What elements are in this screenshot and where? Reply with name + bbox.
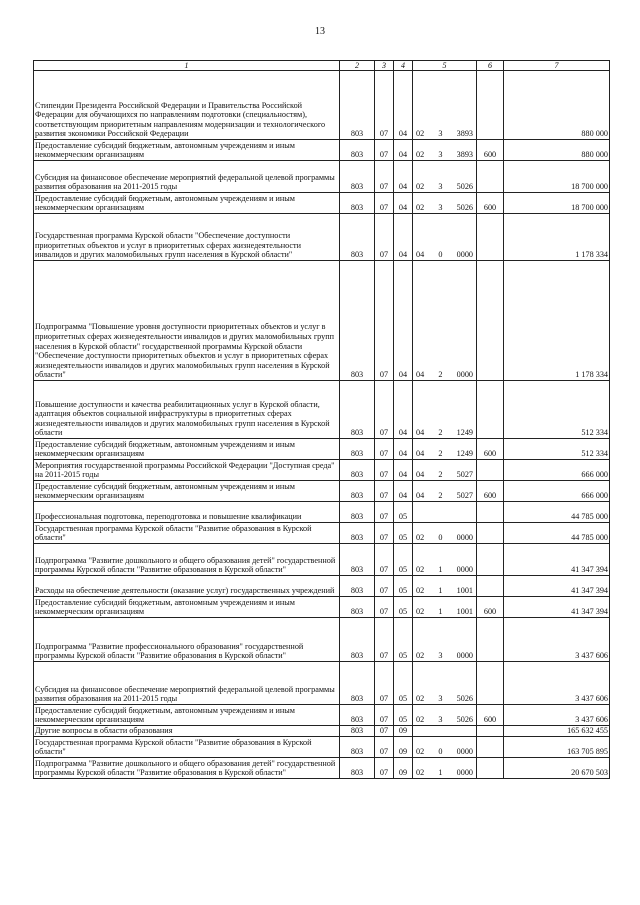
- col-amount: 165 632 455: [504, 726, 610, 737]
- col-subsection: 05: [394, 662, 413, 705]
- col-amount: 512 334: [504, 439, 610, 460]
- col-subsection: 04: [394, 214, 413, 261]
- col-expense-type: 600: [477, 193, 504, 214]
- col-subsection: 04: [394, 261, 413, 381]
- target-article-code: [414, 250, 475, 260]
- col-section: 07: [375, 140, 394, 161]
- col-subsection: 09: [394, 726, 413, 737]
- col-expense-type: [477, 618, 504, 662]
- code-part-b: 0: [438, 250, 443, 260]
- col-section: 07: [375, 439, 394, 460]
- col-expense-type: 600: [477, 481, 504, 502]
- col-subsection: 05: [394, 597, 413, 618]
- table-row: [34, 726, 610, 737]
- col-ministry: 803: [340, 576, 375, 597]
- col-section: 07: [375, 214, 394, 261]
- col-section: 07: [375, 737, 394, 758]
- table-row: [34, 439, 610, 460]
- col-target-article: [413, 576, 477, 597]
- code-part-a: 02: [416, 768, 425, 778]
- code-part-b: 0: [438, 747, 443, 757]
- row-name: Подпрограмма "Развитие дошкольного и общего образования детей" государственной программы Курской области "Развитие образования в Курской области": [34, 544, 340, 576]
- target-article-code: [414, 449, 475, 459]
- target-article-code: [414, 565, 475, 575]
- row-name: Подпрограмма "Развитие дошкольного и общего образования детей" государственной программы Курской области "Развитие образования в Курской области": [34, 758, 340, 779]
- col-section: 07: [375, 193, 394, 214]
- col-section: 07: [375, 161, 394, 193]
- table-row: [34, 481, 610, 502]
- code-part-c: 1001: [456, 607, 473, 617]
- table-row: [34, 618, 610, 662]
- code-part-b: 1: [438, 586, 443, 596]
- col-expense-type: [477, 71, 504, 140]
- col-section: 07: [375, 460, 394, 481]
- code-part-b: 3: [438, 203, 443, 213]
- header-col-4: 4: [394, 61, 413, 71]
- row-name: Стипендии Президента Российской Федерации и Правительства Российской Федерации для обучающихся по направлениям подготовки (специальностям), соответствующим приоритетным направлениям модернизации и технологического развития экономики Российской Федерации: [34, 71, 340, 140]
- col-expense-type: [477, 544, 504, 576]
- col-expense-type: [477, 381, 504, 439]
- table-row: [34, 381, 610, 439]
- col-ministry: 803: [340, 705, 375, 726]
- target-article-code: [414, 428, 475, 438]
- col-expense-type: 600: [477, 140, 504, 161]
- col-ministry: 803: [340, 544, 375, 576]
- col-target-article: [413, 737, 477, 758]
- col-expense-type: [477, 662, 504, 705]
- row-name: Предоставление субсидий бюджетным, автономным учреждениям и иным некоммерческим организациям: [34, 481, 340, 502]
- code-part-c: 5027: [456, 491, 473, 501]
- code-part-c: 1249: [456, 449, 473, 459]
- col-expense-type: 600: [477, 597, 504, 618]
- col-expense-type: [477, 214, 504, 261]
- header-col-1: 1: [34, 61, 340, 71]
- header-col-7: 7: [504, 61, 610, 71]
- col-target-article: [413, 140, 477, 161]
- col-amount: 666 000: [504, 460, 610, 481]
- col-subsection: 05: [394, 523, 413, 544]
- code-part-c: 5026: [456, 694, 473, 704]
- col-amount: 18 700 000: [504, 193, 610, 214]
- row-name: Подпрограмма "Развитие профессионального образования" государственной программы Курской области "Развитие образования в Курской области": [34, 618, 340, 662]
- row-name: Субсидия на финансовое обеспечение мероприятий федеральной целевой программы развития образования на 2011-2015 годы: [34, 161, 340, 193]
- code-part-a: 04: [416, 491, 425, 501]
- table-row: [34, 576, 610, 597]
- code-part-a: 04: [416, 370, 425, 380]
- col-ministry: 803: [340, 381, 375, 439]
- row-name: Другие вопросы в области образования: [34, 726, 340, 737]
- code-part-c: 0000: [456, 370, 473, 380]
- row-name: Государственная программа Курской области "Развитие образования в Курской области": [34, 737, 340, 758]
- code-part-b: 3: [438, 129, 443, 139]
- col-target-article: [413, 71, 477, 140]
- target-article-code: [414, 747, 475, 757]
- col-section: 07: [375, 618, 394, 662]
- col-amount: 20 670 503: [504, 758, 610, 779]
- table-row: [34, 261, 610, 381]
- code-part-a: 02: [416, 533, 425, 543]
- row-name: Предоставление субсидий бюджетным, автономным учреждениям и иным некоммерческим организациям: [34, 597, 340, 618]
- code-part-a: 02: [416, 715, 425, 725]
- col-expense-type: [477, 758, 504, 779]
- col-amount: 18 700 000: [504, 161, 610, 193]
- code-part-a: 04: [416, 449, 425, 459]
- target-article-code: [414, 150, 475, 160]
- table-row: [34, 758, 610, 779]
- col-target-article: [413, 261, 477, 381]
- col-expense-type: [477, 261, 504, 381]
- col-section: 07: [375, 523, 394, 544]
- col-section: 07: [375, 481, 394, 502]
- col-subsection: 05: [394, 544, 413, 576]
- col-ministry: 803: [340, 481, 375, 502]
- col-target-article: [413, 662, 477, 705]
- code-part-b: 3: [438, 694, 443, 704]
- table-header-row: [34, 61, 610, 71]
- table-row: [34, 544, 610, 576]
- target-article-code: [414, 586, 475, 596]
- col-subsection: 05: [394, 502, 413, 523]
- col-target-article: [413, 758, 477, 779]
- header-col-5: 5: [413, 61, 477, 71]
- col-ministry: 803: [340, 140, 375, 161]
- col-section: 07: [375, 576, 394, 597]
- col-expense-type: [477, 523, 504, 544]
- code-part-b: 3: [438, 150, 443, 160]
- col-ministry: 803: [340, 662, 375, 705]
- code-part-a: 02: [416, 565, 425, 575]
- page-number: 13: [315, 26, 325, 37]
- col-ministry: 803: [340, 71, 375, 140]
- code-part-b: 3: [438, 715, 443, 725]
- code-part-a: 02: [416, 651, 425, 661]
- col-target-article: [413, 193, 477, 214]
- code-part-c: 0000: [456, 533, 473, 543]
- col-subsection: 04: [394, 161, 413, 193]
- code-part-a: 04: [416, 250, 425, 260]
- code-part-c: 1001: [456, 586, 473, 596]
- col-section: 07: [375, 662, 394, 705]
- target-article-code: [414, 470, 475, 480]
- col-ministry: 803: [340, 502, 375, 523]
- target-article-code: [414, 533, 475, 543]
- code-part-b: 2: [438, 470, 443, 480]
- col-subsection: 04: [394, 140, 413, 161]
- col-subsection: 05: [394, 576, 413, 597]
- code-part-b: 2: [438, 491, 443, 501]
- col-subsection: 04: [394, 439, 413, 460]
- col-amount: 666 000: [504, 481, 610, 502]
- col-expense-type: [477, 161, 504, 193]
- col-ministry: 803: [340, 261, 375, 381]
- col-subsection: 04: [394, 460, 413, 481]
- code-part-b: 1: [438, 768, 443, 778]
- table-row: [34, 705, 610, 726]
- code-part-a: 02: [416, 607, 425, 617]
- code-part-a: 02: [416, 182, 425, 192]
- row-name: Предоставление субсидий бюджетным, автономным учреждениям и иным некоммерческим организациям: [34, 705, 340, 726]
- code-part-c: 1249: [456, 428, 473, 438]
- col-section: 07: [375, 544, 394, 576]
- target-article-code: [414, 651, 475, 661]
- col-target-article: [413, 705, 477, 726]
- code-part-a: 02: [416, 747, 425, 757]
- code-part-a: 02: [416, 203, 425, 213]
- col-expense-type: 600: [477, 439, 504, 460]
- code-part-c: 5026: [456, 203, 473, 213]
- code-part-a: 04: [416, 470, 425, 480]
- col-subsection: 04: [394, 193, 413, 214]
- code-part-a: 04: [416, 428, 425, 438]
- table-row: [34, 161, 610, 193]
- code-part-a: 02: [416, 586, 425, 596]
- col-amount: 1 178 334: [504, 214, 610, 261]
- row-name: Предоставление субсидий бюджетным, автономным учреждениям и иным некоммерческим организациям: [34, 439, 340, 460]
- col-subsection: 04: [394, 71, 413, 140]
- table-row: [34, 523, 610, 544]
- header-col-3: 3: [375, 61, 394, 71]
- col-amount: 41 347 394: [504, 597, 610, 618]
- col-ministry: 803: [340, 726, 375, 737]
- col-section: 07: [375, 726, 394, 737]
- col-amount: 44 785 000: [504, 523, 610, 544]
- col-ministry: 803: [340, 214, 375, 261]
- code-part-c: 0000: [456, 768, 473, 778]
- col-section: 07: [375, 502, 394, 523]
- table-row: [34, 502, 610, 523]
- col-amount: 880 000: [504, 71, 610, 140]
- row-name: Государственная программа Курской области "Развитие образования в Курской области": [34, 523, 340, 544]
- table-row: [34, 597, 610, 618]
- code-part-b: 2: [438, 449, 443, 459]
- col-amount: 41 347 394: [504, 576, 610, 597]
- col-expense-type: [477, 576, 504, 597]
- col-subsection: 04: [394, 381, 413, 439]
- col-section: 07: [375, 758, 394, 779]
- col-ministry: 803: [340, 618, 375, 662]
- col-amount: 44 785 000: [504, 502, 610, 523]
- code-part-c: 0000: [456, 651, 473, 661]
- target-article-code: [414, 607, 475, 617]
- row-name: Мероприятия государственной программы Российской Федерации "Доступная среда" на 2011-2015 годы: [34, 460, 340, 481]
- row-name: Профессиональная подготовка, переподготовка и повышение квалификации: [34, 502, 340, 523]
- code-part-c: 3893: [456, 150, 473, 160]
- col-amount: 3 437 606: [504, 618, 610, 662]
- col-subsection: 05: [394, 705, 413, 726]
- table-row: [34, 460, 610, 481]
- col-amount: 3 437 606: [504, 705, 610, 726]
- col-ministry: 803: [340, 439, 375, 460]
- col-target-article: [413, 481, 477, 502]
- code-part-b: 1: [438, 607, 443, 617]
- col-amount: 163 705 895: [504, 737, 610, 758]
- code-part-b: 3: [438, 182, 443, 192]
- code-part-c: 3893: [456, 129, 473, 139]
- code-part-c: 0000: [456, 565, 473, 575]
- col-section: 07: [375, 597, 394, 618]
- code-part-b: 0: [438, 533, 443, 543]
- table-body: [34, 71, 610, 779]
- col-expense-type: 600: [477, 705, 504, 726]
- col-amount: 512 334: [504, 381, 610, 439]
- code-part-a: 02: [416, 694, 425, 704]
- row-name: Предоставление субсидий бюджетным, автономным учреждениям и иным некоммерческим организациям: [34, 193, 340, 214]
- col-ministry: 803: [340, 737, 375, 758]
- table-row: [34, 71, 610, 140]
- row-name: Предоставление субсидий бюджетным, автономным учреждениям и иным некоммерческим организациям: [34, 140, 340, 161]
- col-target-article: [413, 502, 477, 523]
- col-subsection: 09: [394, 737, 413, 758]
- col-ministry: 803: [340, 193, 375, 214]
- table-row: [34, 737, 610, 758]
- table-row: [34, 140, 610, 161]
- row-name: Государственная программа Курской области "Обеспечение доступности приоритетных объектов и услуг в приоритетных сферах жизнедеятельности инвалидов и других маломобильных групп населения в Курской области": [34, 214, 340, 261]
- col-ministry: 803: [340, 161, 375, 193]
- code-part-a: 02: [416, 150, 425, 160]
- col-expense-type: [477, 737, 504, 758]
- col-expense-type: [477, 460, 504, 481]
- code-part-c: 5026: [456, 715, 473, 725]
- col-target-article: [413, 460, 477, 481]
- col-ministry: 803: [340, 597, 375, 618]
- target-article-code: [414, 182, 475, 192]
- target-article-code: [414, 129, 475, 139]
- col-subsection: 05: [394, 618, 413, 662]
- col-subsection: 09: [394, 758, 413, 779]
- col-target-article: [413, 439, 477, 460]
- col-target-article: [413, 161, 477, 193]
- header-col-2: 2: [340, 61, 375, 71]
- col-subsection: 04: [394, 481, 413, 502]
- col-target-article: [413, 381, 477, 439]
- table-row: [34, 193, 610, 214]
- col-amount: 1 178 334: [504, 261, 610, 381]
- col-section: 07: [375, 261, 394, 381]
- target-article-code: [414, 768, 475, 778]
- row-name: Подпрограмма "Повышение уровня доступности приоритетных объектов и услуг в приоритетных сферах жизнедеятельности инвалидов и других маломобильных групп населения в Курской области" государственной программы Курской области "Обеспечение доступности приоритетных объектов и услуг в приоритетных сферах жизнедеятельности инвалидов и других маломобильных групп населения в Курской области": [34, 261, 340, 381]
- col-section: 07: [375, 705, 394, 726]
- code-part-c: 5027: [456, 470, 473, 480]
- col-section: 07: [375, 381, 394, 439]
- code-part-b: 3: [438, 651, 443, 661]
- code-part-b: 2: [438, 370, 443, 380]
- col-expense-type: [477, 726, 504, 737]
- col-amount: 41 347 394: [504, 544, 610, 576]
- code-part-c: 0000: [456, 250, 473, 260]
- code-part-a: 02: [416, 129, 425, 139]
- target-article-code: [414, 203, 475, 213]
- target-article-code: [414, 715, 475, 725]
- target-article-code: [414, 370, 475, 380]
- col-section: 07: [375, 71, 394, 140]
- header-col-6: 6: [477, 61, 504, 71]
- target-article-code: [414, 491, 475, 501]
- col-target-article: [413, 523, 477, 544]
- row-name: Расходы на обеспечение деятельности (оказание услуг) государственных учреждений: [34, 576, 340, 597]
- col-target-article: [413, 544, 477, 576]
- col-target-article: [413, 214, 477, 261]
- code-part-b: 1: [438, 565, 443, 575]
- col-expense-type: [477, 502, 504, 523]
- table-row: [34, 662, 610, 705]
- table-row: [34, 214, 610, 261]
- target-article-code: [414, 694, 475, 704]
- budget-table: [33, 60, 610, 779]
- col-ministry: 803: [340, 758, 375, 779]
- code-part-b: 2: [438, 428, 443, 438]
- col-amount: 3 437 606: [504, 662, 610, 705]
- code-part-c: 0000: [456, 747, 473, 757]
- col-target-article: [413, 618, 477, 662]
- row-name: Повышение доступности и качества реабилитационных услуг в Курской области, адаптация объектов социальной инфраструктуры в приоритетных сферах жизнедеятельности инвалидов и других маломобильных групп населения в Курской области: [34, 381, 340, 439]
- col-target-article: [413, 726, 477, 737]
- col-ministry: 803: [340, 460, 375, 481]
- col-ministry: 803: [340, 523, 375, 544]
- code-part-c: 5026: [456, 182, 473, 192]
- col-amount: 880 000: [504, 140, 610, 161]
- row-name: Субсидия на финансовое обеспечение мероприятий федеральной целевой программы развития образования на 2011-2015 годы: [34, 662, 340, 705]
- col-target-article: [413, 597, 477, 618]
